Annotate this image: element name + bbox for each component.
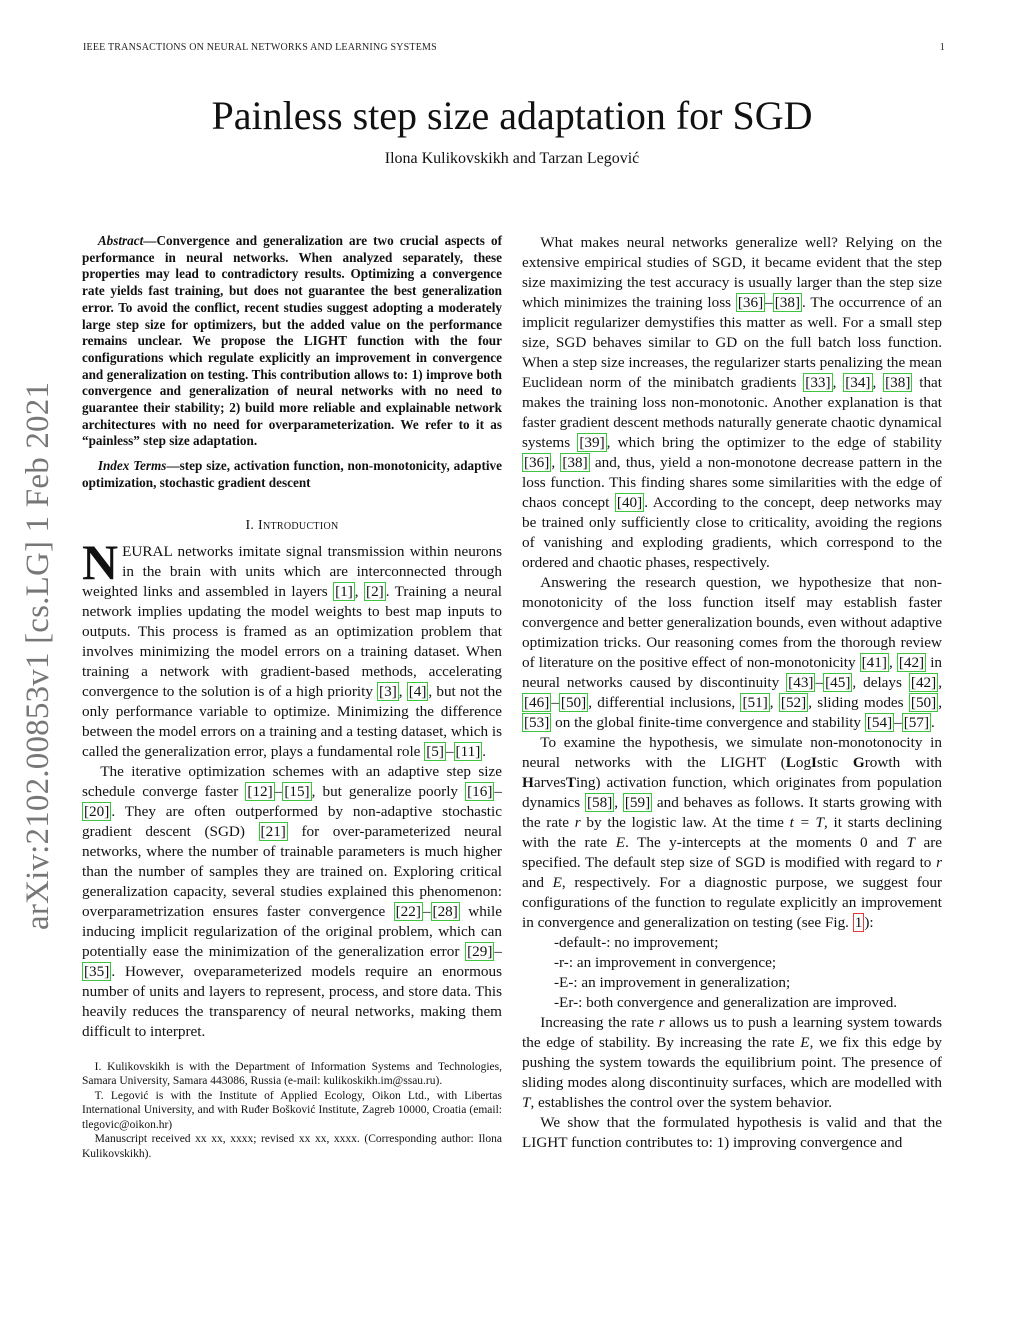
citation-link[interactable]: [59] — [624, 794, 651, 811]
text-run: The iterative optimization schemes with an adaptive step size schedule converge faster — [82, 762, 502, 800]
text-run: , differential inclusions, — [588, 694, 741, 711]
text-run: og — [795, 754, 812, 771]
text-run: . The occurrence of an implicit regularizer demystifies this matter as well. For a small step size, SGD behaves similar to GD on the full batch loss function. When a step size increases, the regularizer starts penalizing the mean Euclidean norm of the minibatch gradients — [522, 294, 942, 391]
text-run: EURAL networks imitate signal transmission within neurons in the brain with units which are interconnected through weighted links and assembled in layers — [82, 542, 502, 600]
citation-link[interactable]: [33] — [805, 374, 831, 391]
abstract-label: Abstract — [97, 233, 144, 248]
text-run: while inducing implicit regularization of the original problem, which can potentially ease the minimization of the generalization error — [82, 902, 502, 960]
citation-link[interactable]: [34] — [845, 374, 871, 391]
citation-link[interactable]: [50] — [560, 694, 587, 711]
acronym-letter: G — [852, 754, 865, 771]
citation-link[interactable]: [38] — [562, 454, 588, 471]
text-run: are specified. The default step size of SGD is modified with regard to — [522, 834, 942, 871]
citation-link[interactable]: [29] — [467, 942, 493, 960]
text-run: , establishes the control over the system behavior. — [530, 1094, 833, 1111]
text-run: and — [522, 874, 553, 891]
text-run: for over-parameterized neural networks, where the number of trainable parameters is much higher than the number of samples they are trained on. Exploring critical generalization capacity, several studies explained this phenomenon: overparametrization ensures faster convergence — [82, 822, 502, 920]
citation-link[interactable]: [15] — [284, 782, 310, 800]
paper-title: Painless step size adaptation for SGD — [211, 93, 813, 138]
math-var-r: r — [574, 814, 581, 831]
citation-link[interactable]: [50] — [910, 694, 937, 711]
left-column — [82, 233, 502, 1161]
text-run: on the global finite-time convergence and stability — [551, 714, 865, 731]
figure-link[interactable]: 1 — [854, 914, 863, 931]
right-column — [522, 233, 942, 1153]
journal-name: IEEE TRANSACTIONS ON NEURAL NETWORKS AND LEARNING SYSTEMS — [83, 42, 437, 53]
text-run: , respectively. For a diagnostic purpose, we suggest four configurations of the function to regulate explicitly an improvement in convergence and generalization on testing (see Fig. — [522, 874, 942, 931]
math-var-r: r — [936, 854, 942, 871]
citation-link[interactable]: [38] — [885, 374, 911, 391]
citation-link[interactable]: [36] — [524, 454, 550, 471]
footnote-affiliation-2: T. Legović is with the Institute of Applied Ecology, Oikon Ltd., with Libertas International University, and with Ruđer Bošković Institute, Zagreb 10000, Croatia (email: tlegovic@oikon.hr) — [82, 1089, 502, 1131]
citation-link[interactable]: [3] — [379, 682, 397, 700]
text-run: Increasing the rate — [540, 1014, 659, 1031]
arxiv-stamp[interactable]: arXiv:2102.00853v1 [cs.LG] 1 Feb 2021 — [20, 381, 56, 930]
right-paragraph-1: What makes neural networks generalize well? Relying on the extensive empirical studies of SGD, it became evident that the step size maximizing the test accuracy is usually larger than the step size which minimizes the training loss [36] – [38] . The occurrence of an implicit regularizer demystifies this matter as well. For a small step size, SGD behaves similar to GD on the full batch loss function. When a step size increases, the regularizer starts penalizing the mean Euclidean norm of the minibatch gradients [33] , [34] , [38] that makes the training loss non-monotonic. Another explanation is that faster gradient descent methods naturally generate chaotic dynamical systems [39] , which bring the optimizer to the edge of stability [36] , [38] and, thus, yield a non-monotone decrease pattern in the loss function. This finding shares some similarities with the edge of chaos concept [40] . According to the concept, deep networks may be trained only sufficiently close to criticality, avoiding the regions of vanishing and exploding gradients, which correspond to the ordered and chaotic phases, respectively. — [522, 234, 943, 571]
citation-link[interactable]: [39] — [579, 434, 605, 451]
citation-link[interactable]: [16] — [467, 782, 493, 800]
text-run: . The y-intercepts at the moments 0 and — [625, 834, 907, 851]
text-run: ): — [864, 914, 874, 931]
index-terms-text: —step size, activation function, non-monotonicity, adaptive optimization, stochastic gradient descent — [82, 458, 502, 490]
math-var-E: E — [552, 874, 562, 891]
text-run: rowth with — [864, 754, 943, 771]
paper-authors: Ilona Kulikovskikh and Tarzan Legović — [384, 150, 640, 167]
citation-link[interactable]: [45] — [825, 674, 851, 691]
footnote-manuscript: Manuscript received xx xx, xxxx; revised xx xx, xxxx. (Corresponding author: Ilona Kulikovskikh). — [82, 1133, 502, 1160]
footnotes — [82, 1060, 502, 1162]
citation-link[interactable]: [57] — [903, 714, 930, 731]
citation-link[interactable]: [42] — [898, 654, 925, 671]
text-run: . However, oveparameterized models require an enormous number of units and layers to represent, process, and store data. This heavily reduces the transparency of neural networks, making them difficult to interpret. — [82, 962, 502, 1040]
citation-link[interactable]: [42] — [910, 674, 937, 691]
text-run: What makes neural networks generalize well? Relying on the extensive empirical studies of SGD, it became evident that the step size maximizing the test accuracy is usually larger than the step size which minimizes the training loss — [522, 234, 942, 311]
citation-link[interactable]: [2] — [366, 582, 384, 600]
text-run: that makes the training loss non-monotonic. Another explanation is that faster gradient descent methods naturally generate chaotic dynamical systems — [522, 374, 943, 451]
intro-paragraph-2: The iterative optimization schemes with an adaptive step size schedule converge faster [12] – [15] , but generalize poorly [16] –[20] . They are often outperformed by non-adaptive stochastic gradient descent (SGD) [21] for over-parameterized neural networks, where the number of trainable parameters is much higher than the number of samples they are trained on. Exploring critical generalization capacity, several studies explained this phenomenon: overparametrization ensures faster convergence [22] – [28] while inducing implicit regularization of the original problem, which can potentially ease the minimization of the generalization error [29] –[35] . However, oveparameterized models require an enormous number of units and layers to represent, process, and store data. This heavily reduces the transparency of neural networks, making them difficult to interpret. — [82, 762, 502, 1040]
acronym-letter: L — [785, 754, 796, 771]
text-run: ing — [576, 774, 596, 791]
abstract-text: —Convergence and generalization are two crucial aspects of performance in neural networks. When analyzed separately, these properties may lead to contradictory results. Optimizing a convergence rate yields fast training, but does not guarantee the best generalization error. To avoid the conflict, recent studies suggest adopting a moderately large step size for optimizers, but the added value on the performance remains unclear. We propose the LIGHT function with the four configurations which regulate explicitly an improvement in convergence and generalization on testing. This contribution allows to: 1) improve both convergence and generalization of neural networks with no need to guarantee their stability; 2) build more reliable and explainable network architectures with no need for overparameterization. We refer to it as “painless” step size adaptation. — [82, 233, 502, 449]
text-run: , which bring the optimizer to the edge of stability — [606, 434, 942, 451]
text-run: , it starts declining with the rate — [522, 814, 942, 851]
intro-paragraph-1: NEURAL networks imitate signal transmission within neurons in the brain with units which are interconnected through weighted links and assembled in layers [1] , [2] . Training a neural network implies updating the model weights to best map inputs to outputs. This process is framed as an optimization problem that involves minimizing the model errors on a training dataset. When training a network with gradient-based methods, accelerating convergence to the solution is of a high priority [3] , [4] , but not the only performance variable to optimize. Minimizing the difference between the model errors on a training and a testing dataset, which is called the generalization error, plays a fundamental role [5] – [11] . — [82, 533, 502, 760]
right-paragraph-5: We show that the formulated hypothesis is valid and that the LIGHT function contributes to: 1) improving convergence and — [522, 1114, 942, 1151]
citation-link[interactable]: [4] — [408, 682, 427, 700]
citation-link[interactable]: [28] — [432, 902, 458, 920]
citation-link[interactable]: [46] — [524, 694, 550, 711]
text-run: . They are often outperformed by non-adaptive stochastic gradient descent (SGD) — [82, 802, 502, 840]
citation-link[interactable]: [52] — [780, 694, 807, 711]
citation-link[interactable]: [40] — [616, 494, 643, 511]
text-run: and behaves as follows. It starts growing with the rate — [522, 794, 943, 831]
citation-link[interactable]: [1] — [335, 582, 353, 600]
citation-link[interactable]: [11] — [455, 742, 481, 760]
acronym-letter: T — [565, 774, 577, 791]
text-run: . According to the concept, deep networks may be trained only sufficiently close to criticality, avoiding the regions of vanishing and exploding gradients, which correspond to the ordered and chaotic phases, respectively. — [522, 494, 942, 571]
running-head — [83, 42, 945, 53]
configuration-list — [522, 933, 942, 1013]
math-var-T: T — [906, 834, 915, 851]
math-var-r: r — [658, 1014, 665, 1031]
text-run: , delays — [852, 674, 909, 691]
math-var-T: T — [522, 1094, 531, 1111]
text-run: allows us to push a learning system towards the edge of stability. By increasing the rate — [522, 1014, 943, 1051]
section-heading-introduction: I. Introduction — [245, 517, 339, 533]
right-paragraph-4 — [522, 1013, 942, 1113]
citation-link[interactable]: [36] — [737, 294, 764, 311]
text-run: To examine the hypothesis, we simulate non-monotonocity in neural networks with the LIGHT ( — [522, 734, 942, 771]
list-item: -Er-: both convergence and generalization are improved. — [554, 994, 898, 1011]
text-run: , we fix this edge by pushing the system towards the equilibrium point. The presence of sliding modes along discontinuity surfaces, which are modelled with — [522, 1034, 942, 1091]
drop-cap: N — [82, 533, 119, 590]
right-paragraph-3: To examine the hypothesis, we simulate non-monotonocity in neural networks with the LIGHT (LogIstic Growth with HarvesTing) activation function, which originates from population dynamics [58] , [59] and behaves as follows. It starts growing with the rate r by the logistic law. At the time t = T, it starts declining with the rate E. The y-intercepts at the moments 0 and T are specified. The default step size of SGD is modified with regard to r and E, respectively. For a diagnostic purpose, we suggest four configurations of the function to regulate explicitly an improvement in convergence and generalization on testing (see Fig. 1 ): — [522, 734, 943, 931]
text-run: . Training a neural network implies updating the model weights to best map inputs to outputs. This process is framed as an optimization problem that involves minimizing the model errors on a training dataset. When training a network with gradient-based methods, accelerating convergence to the solution is of a high priority — [82, 582, 502, 700]
index-terms-label: Index Terms — [97, 458, 167, 474]
citation-link[interactable]: [51] — [742, 694, 768, 711]
footnote-affiliation-1: I. Kulikovskikh is with the Department of Information Systems and Technologies, Samara University, Samara 443086, Russia (e-mail: kulikoskikh.im@ssau.ru). — [82, 1060, 502, 1088]
citation-link[interactable]: [54] — [866, 714, 893, 731]
citation-link[interactable]: [58] — [586, 794, 613, 811]
math-equation: t = T — [789, 814, 824, 831]
math-var-E: E — [615, 834, 626, 851]
list-item: -r-: an improvement in convergence; — [554, 954, 777, 971]
list-item: -E-: an improvement in generalization; — [554, 974, 791, 991]
acronym-letter: H — [522, 774, 534, 791]
citation-link[interactable]: [43] — [788, 674, 814, 691]
citation-link[interactable]: [38] — [774, 294, 801, 311]
acronym-letter: I — [811, 754, 817, 771]
citation-link[interactable]: [20] — [84, 802, 110, 820]
text-run: , but not the only performance variable to optimize. Minimizing the difference between the model errors on a training and a testing dataset, which is called the generalization error, plays a fundamental role — [82, 682, 502, 760]
text-run: ) activation function, which originates from population dynamics — [522, 774, 942, 811]
text-run: by the logistic law. At the time — [580, 814, 790, 831]
citation-link[interactable]: [12] — [247, 782, 273, 800]
text-run: Answering the research question, we hypothesize that non-monotonicity of the loss function itself may establish faster convergence and better generalization bounds, even without adaptive optimization tricks. Our reasoning comes from the thorough review of literature on the positive effect of non-monotonicity — [522, 574, 942, 671]
citation-link[interactable]: [53] — [524, 714, 550, 731]
citation-link[interactable]: [35] — [84, 962, 110, 980]
citation-link[interactable]: [21] — [260, 822, 286, 840]
right-paragraph-2: Answering the research question, we hypothesize that non-monotonicity of the loss function itself may establish faster convergence and better generalization bounds, even without adaptive optimization tricks. Our reasoning comes from the thorough review of literature on the positive effect of non-monotonicity [41] , [42] in neural networks caused by discontinuity [43] – [45] , delays [42] , [46] – [50] , differential inclusions, [51] , [52] , sliding modes [50] , [53] on the global finite-time convergence and stability [54] – [57] . — [522, 574, 943, 731]
citation-link[interactable]: [5] — [426, 742, 444, 760]
text-run: arves — [533, 774, 566, 791]
abstract — [82, 233, 502, 450]
index-terms — [82, 458, 502, 491]
list-item: -default-: no improvement; — [554, 934, 719, 951]
citation-link[interactable]: [41] — [861, 654, 887, 671]
text-run: , sliding modes — [808, 694, 909, 711]
citation-link[interactable]: [22] — [395, 902, 421, 920]
text-run: stic — [816, 754, 853, 771]
page-number: 1 — [939, 42, 945, 53]
math-var-E: E — [800, 1034, 810, 1051]
text-run: in neural networks caused by discontinuity — [522, 654, 943, 691]
text-run: and, thus, yield a non-monotone decrease pattern in the loss function. This finding shares some similarities with the edge of chaos concept — [522, 454, 942, 511]
text-run: , but generalize poorly — [311, 782, 466, 800]
